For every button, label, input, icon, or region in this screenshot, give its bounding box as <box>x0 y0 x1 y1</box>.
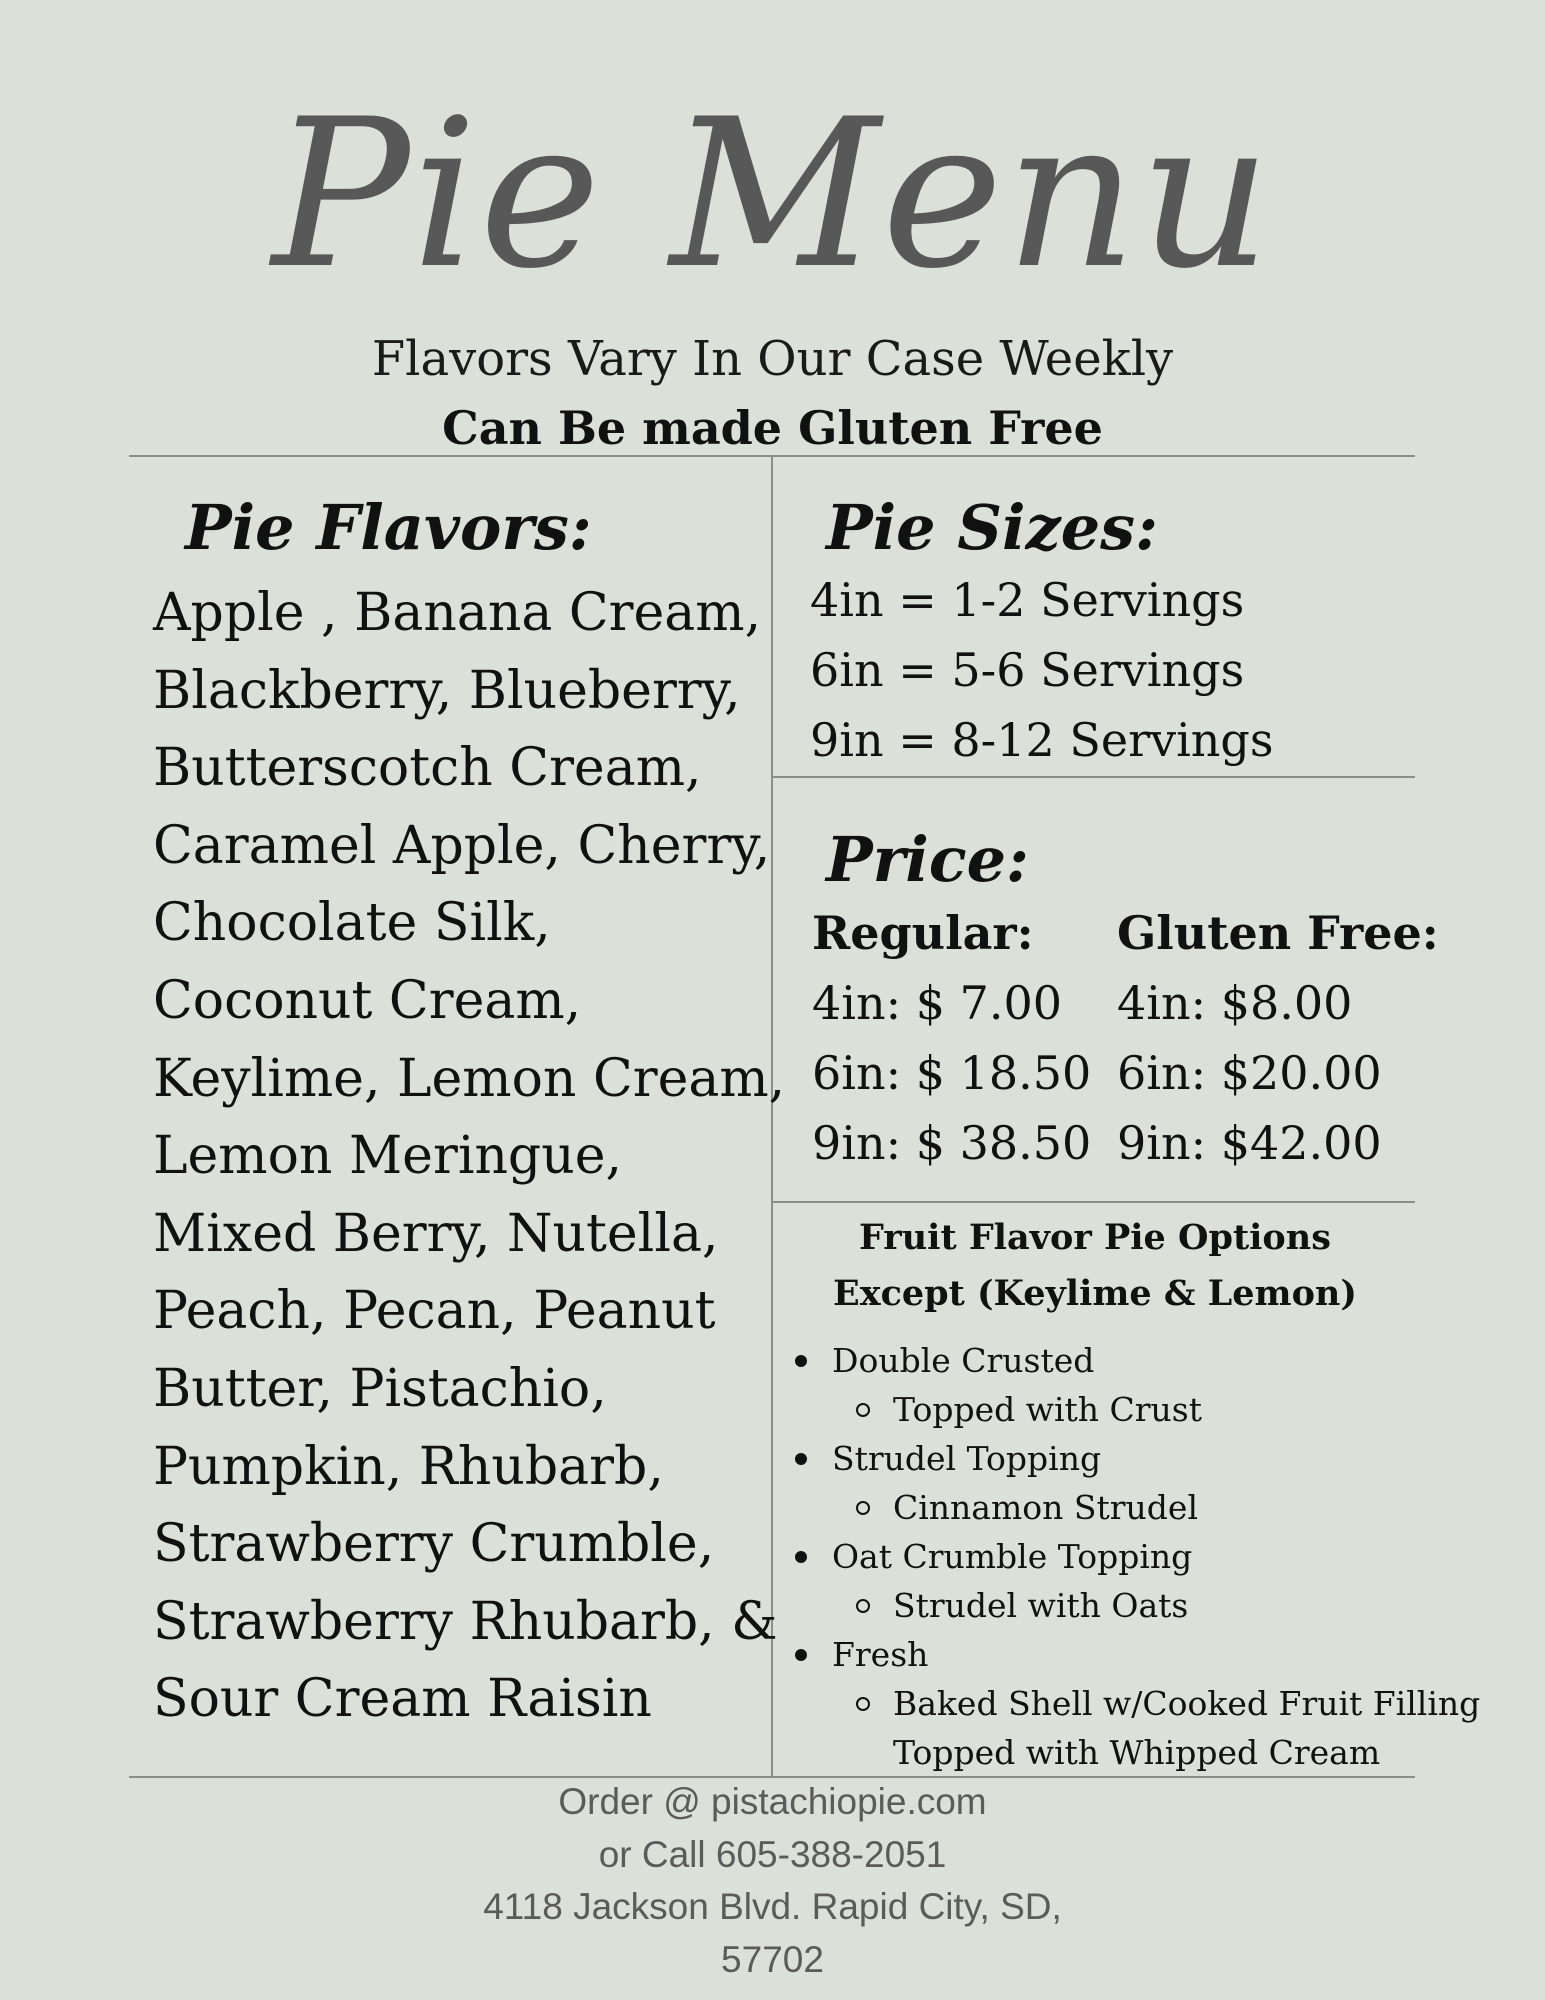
zip-code: 57702 <box>721 1938 824 1980</box>
flavors-line: Butter, Pistachio, <box>153 1358 607 1419</box>
option-item <box>770 1630 1470 1679</box>
option-item <box>770 1532 1470 1581</box>
flavors-line: Keylime, Lemon Cream, <box>153 1048 786 1109</box>
flavors-line: Strawberry Crumble, <box>153 1514 715 1575</box>
fruit-options-heading <box>772 1210 1418 1322</box>
regular-price-label: Regular: <box>812 906 1034 960</box>
menu-subtitle: Flavors Vary In Our Case Weekly <box>371 331 1174 387</box>
option-label: Fresh <box>832 1635 929 1674</box>
regular-price-column <box>812 898 1091 1178</box>
price-line: 9in: $42.00 <box>1117 1116 1382 1170</box>
sub-bullet-icon <box>856 1697 870 1711</box>
sizes-list <box>810 565 1410 775</box>
flavors-line: Pumpkin, Rhubarb, <box>153 1436 664 1497</box>
size-line: 6in = 5-6 Servings <box>810 643 1245 697</box>
option-label: Baked Shell w/Cooked Fruit Filling <box>893 1684 1481 1723</box>
option-label: Topped with Whipped Cream <box>893 1733 1381 1772</box>
flavors-line: Apple , Banana Cream, <box>153 583 762 643</box>
price-heading: Price: <box>826 823 1029 896</box>
flavors-list <box>153 575 786 1739</box>
fruit-options-list <box>770 1336 1481 1777</box>
bullet-icon <box>795 1649 807 1661</box>
bullet-icon <box>795 1453 807 1465</box>
flavors-line: Sour Cream Raisin <box>153 1669 652 1730</box>
option-label: Oat Crumble Topping <box>832 1537 1193 1576</box>
option-label: Double Crusted <box>832 1341 1095 1380</box>
price-line: 6in: $ 18.50 <box>812 1046 1092 1100</box>
sub-bullet-icon <box>856 1501 870 1515</box>
flavors-line: Strawberry Rhubarb, & <box>153 1591 778 1652</box>
sub-bullet-icon <box>856 1599 870 1613</box>
bullet-icon <box>795 1355 807 1367</box>
flavors-line: Coconut Cream, <box>153 970 582 1031</box>
bullet-icon <box>795 1551 807 1563</box>
flavors-line: Lemon Meringue, <box>153 1126 623 1187</box>
menu-title: Pie Menu <box>271 76 1274 314</box>
option-subitem <box>770 1483 1470 1532</box>
option-subitem <box>770 1679 1481 1728</box>
option-label: Cinnamon Strudel <box>893 1488 1198 1527</box>
option-label: Topped with Crust <box>893 1390 1202 1429</box>
option-label: Strudel Topping <box>832 1439 1102 1478</box>
flavors-heading: Pie Flavors: <box>185 491 592 564</box>
size-line: 4in = 1-2 Servings <box>810 573 1245 627</box>
flavors-line: Chocolate Silk, <box>153 893 551 954</box>
flavors-line: Butterscotch Cream, <box>153 738 702 799</box>
sizes-divider <box>772 776 1415 778</box>
order-website[interactable]: Order @ pistachiopie.com <box>558 1781 987 1822</box>
phone-number[interactable]: or Call 605-388-2051 <box>598 1833 947 1875</box>
flavors-line: Caramel Apple, Cherry, <box>153 815 771 876</box>
option-item <box>770 1434 1470 1483</box>
option-label: Strudel with Oats <box>893 1586 1189 1625</box>
flavors-line: Mixed Berry, Nutella, <box>153 1203 719 1264</box>
sub-bullet-icon <box>856 1403 870 1417</box>
gluten-free-price-label: Gluten Free: <box>1117 906 1439 960</box>
option-subitem <box>770 1581 1470 1630</box>
option-continuation <box>770 1728 1470 1777</box>
fruit-options-heading-line: Fruit Flavor Pie Options <box>859 1217 1331 1258</box>
address: 4118 Jackson Blvd. Rapid City, SD, <box>483 1886 1062 1927</box>
price-line: 6in: $20.00 <box>1117 1046 1382 1100</box>
contact-footer <box>0 1776 1545 1986</box>
option-item <box>770 1336 1470 1385</box>
price-divider <box>772 1201 1415 1203</box>
flavors-line: Peach, Pecan, Peanut <box>153 1281 716 1342</box>
price-line: 4in: $8.00 <box>1117 976 1353 1030</box>
price-line: 4in: $ 7.00 <box>812 976 1063 1030</box>
gluten-free-price-column <box>1117 898 1439 1178</box>
option-subitem <box>770 1385 1470 1434</box>
price-line: 9in: $ 38.50 <box>812 1116 1092 1170</box>
size-line: 9in = 8-12 Servings <box>810 713 1274 767</box>
gluten-free-note: Can Be made Gluten Free <box>442 401 1103 455</box>
sizes-heading: Pie Sizes: <box>826 491 1158 564</box>
fruit-options-heading-line: Except (Keylime & Lemon) <box>833 1273 1357 1314</box>
flavors-line: Blackberry, Blueberry, <box>153 660 741 721</box>
